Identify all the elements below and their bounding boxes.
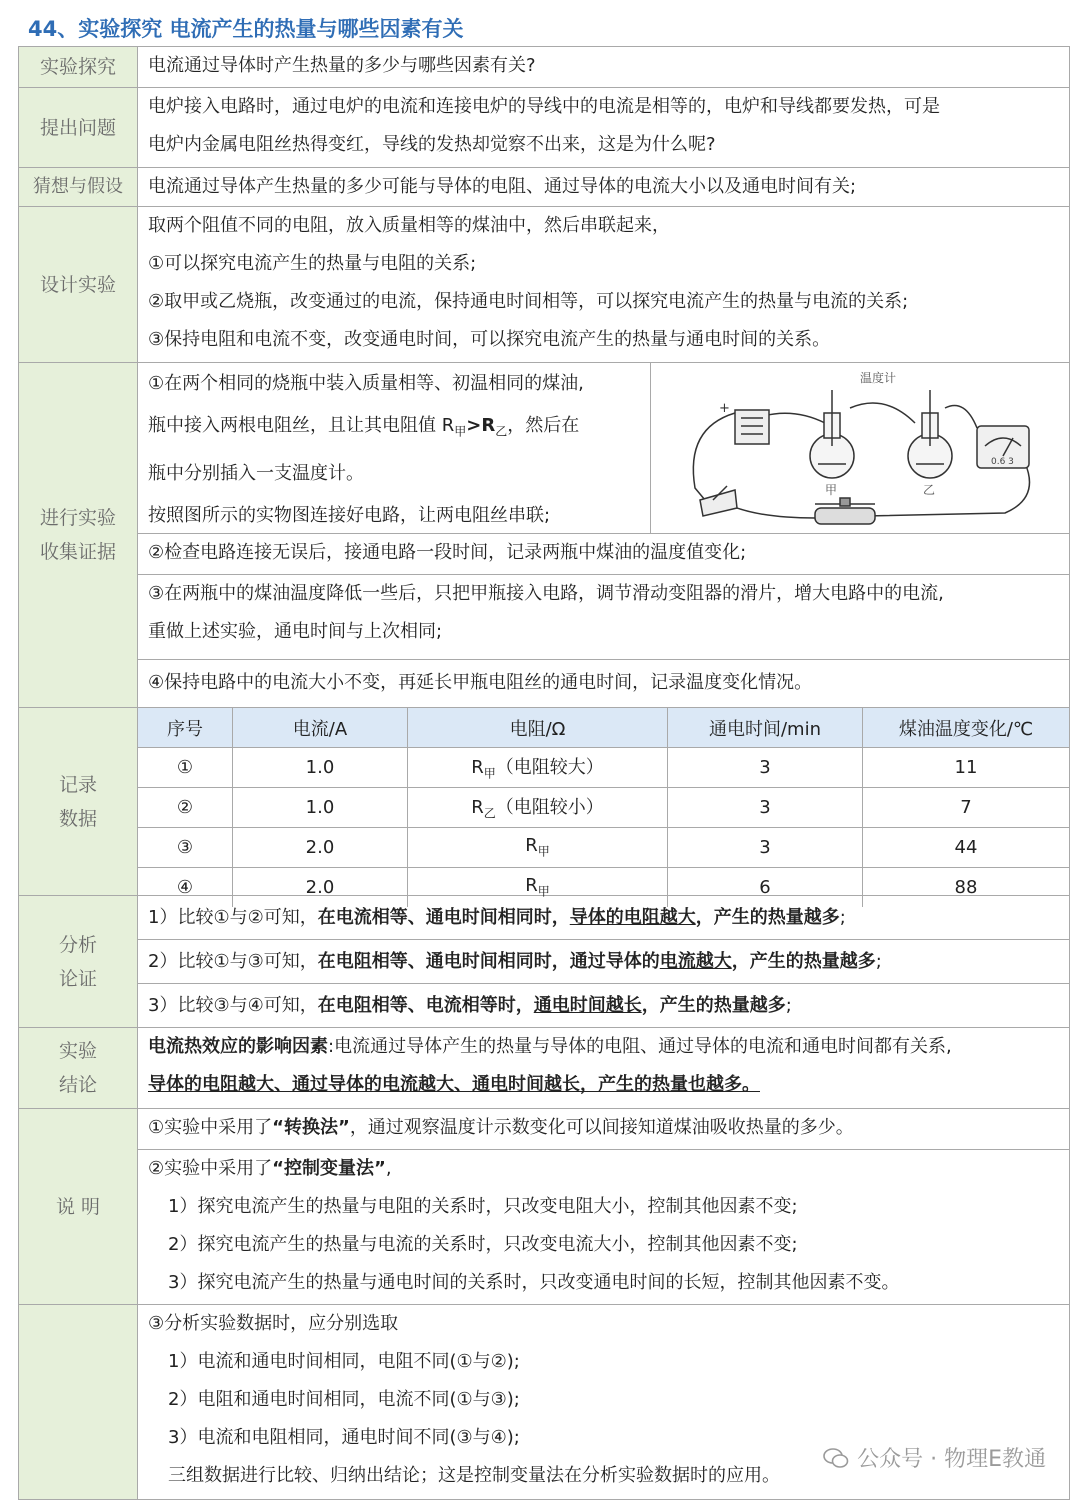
r-symbol: R <box>525 875 538 897</box>
circuit-figure <box>651 363 1069 533</box>
section-question <box>18 88 1070 168</box>
analysis-text: ; <box>875 951 882 972</box>
cell-resistance <box>408 828 668 868</box>
table-header-row <box>138 708 1069 748</box>
label-part: 实验 <box>58 1040 97 1062</box>
cell-current: 2.0 <box>233 828 408 868</box>
section-record <box>18 708 1070 899</box>
cell-no: ③ <box>138 828 233 868</box>
r-symbol: R <box>525 835 538 857</box>
column-header: 通电时间/min <box>668 708 863 748</box>
analysis-key: 电流越大 <box>659 951 732 972</box>
step-line <box>138 405 650 453</box>
analysis-bold: ，产生的热量越多 <box>641 995 786 1016</box>
subscript: 乙 <box>495 424 508 439</box>
section-label: 设计实验 <box>19 207 138 362</box>
note-item: 2）探究电流产生的热量与电流的关系时，只改变电流大小，控制其他因素不变; <box>168 1234 798 1255</box>
flask-b-label: 乙 <box>923 483 936 497</box>
r-note: （电阻较大） <box>495 757 604 779</box>
table-row <box>138 828 1069 868</box>
r-symbol: R <box>471 797 484 819</box>
table-row <box>138 788 1069 828</box>
analysis-text: 3）比较③与④可知， <box>148 995 318 1016</box>
conclusion-line <box>138 1028 1069 1066</box>
r-note: （电阻较小） <box>495 797 604 819</box>
note-text: , <box>385 1158 392 1179</box>
label-part: 分析 <box>58 933 97 956</box>
analysis-text: 1）比较①与②可知， <box>148 907 318 928</box>
question-line: 电炉接入电路时，通过电炉的电流和连接电炉的导线中的电流是相等的，电炉和导线都要发热，可是 <box>148 96 940 117</box>
conclusion-text: :电流通过导体产生的热量与导体的电阻、通过导体的电流和通电时间都有关系, <box>328 1036 952 1057</box>
circuit-diagram-icon <box>665 368 1055 528</box>
subscript: 乙 <box>483 806 496 821</box>
step-text: ，然后在 <box>507 415 580 436</box>
column-header: 序号 <box>138 708 233 748</box>
cell-time: 3 <box>668 788 863 828</box>
page-title: 44、实验探究 电流产生的热量与哪些因素有关 <box>28 17 464 41</box>
note-item: 1）电流和通电时间相同，电阻不同(①与②); <box>168 1351 520 1372</box>
thermometer-label: 温度计 <box>860 371 897 385</box>
column-header: 电流/A <box>233 708 408 748</box>
note-item: 3）电流和电阻相同，通电时间不同(③与④); <box>168 1427 520 1448</box>
analysis-bold: ，产生的热量越多 <box>695 907 840 928</box>
cell-temp: 7 <box>863 788 1070 828</box>
conclusion-key: 导体的电阻越大、通过导体的电流越大、通电时间越长，产生的热量也越多。 <box>148 1074 760 1095</box>
analysis-key: 导体的电阻越大 <box>569 907 696 928</box>
cell-time: 3 <box>668 748 863 788</box>
section-label: 提出问题 <box>19 88 138 167</box>
section-notes <box>18 1109 1070 1305</box>
analysis-bold: ，产生的热量越多 <box>731 951 876 972</box>
note-line <box>138 1109 1069 1147</box>
cell-temp: 44 <box>863 828 1070 868</box>
cell-resistance <box>408 788 668 828</box>
summary-table <box>18 46 1070 1500</box>
step-line: ③在两瓶中的煤油温度降低一些后，只把甲瓶接入电路，调节滑动变阻器的滑片，增大电路中的电流, <box>148 583 944 604</box>
section-label: 猜想与假设 <box>19 168 138 206</box>
section-label: 实验探究 <box>19 47 138 87</box>
note-item: 2）电阻和通电时间相同，电流不同(①与③); <box>168 1389 520 1410</box>
step-line: 按照图所示的实物图连接好电路，让两电阻丝串联; <box>148 504 551 526</box>
column-header: 电阻/Ω <box>408 708 668 748</box>
note-text: ①实验中采用了 <box>148 1117 273 1138</box>
analysis-key: 通电时间越长 <box>533 995 642 1016</box>
meter-reading: 0.6 3 <box>991 457 1014 467</box>
cell-current: 2.0 <box>233 868 408 908</box>
label-part: 收集证据 <box>39 541 116 563</box>
note-line: ③分析实验数据时，应分别选取 <box>148 1313 399 1334</box>
label-part: 论证 <box>58 967 97 990</box>
label-part: 数据 <box>58 807 97 830</box>
note-line: 三组数据进行比较、归纳出结论；这是控制变量法在分析实验数据时的应用。 <box>168 1465 780 1486</box>
cell-no: ② <box>138 788 233 828</box>
label-part: 结论 <box>58 1074 97 1096</box>
step-line: ④保持电路中的电流大小不变，再延长甲瓶电阻丝的通电时间，记录温度变化情况。 <box>148 672 813 693</box>
data-table <box>138 708 1069 907</box>
plus-sign: + <box>719 401 730 416</box>
note-item: 3）探究电流产生的热量与通电时间的关系时，只改变通电时间的长短，控制其他因素不变。 <box>168 1272 900 1293</box>
design-line: ③保持电阻和电流不变，改变通电时间，可以探究电流产生的热量与通电时间的关系。 <box>148 329 831 350</box>
section-hypothesis <box>18 168 1070 207</box>
section-analysis <box>18 896 1070 1028</box>
step-line: ②检查电路连接无误后，接通电路一段时间，记录两瓶中煤油的温度值变化; <box>148 542 747 563</box>
step-text: >R <box>466 415 496 436</box>
note-line <box>138 1150 1069 1188</box>
hypothesis-text: 电流通过导体产生热量的多少可能与导体的电阻、通过导体的电流大小以及通电时间有关; <box>148 176 857 197</box>
step-line: 瓶中分别插入一支温度计。 <box>148 462 364 484</box>
cell-time: 3 <box>668 828 863 868</box>
note-text: ，通过观察温度计示数变化可以间接知道煤油吸收热量的多少。 <box>349 1117 854 1138</box>
explore-text: 电流通过导体时产生热量的多少与哪些因素有关? <box>148 55 536 76</box>
subscript: 甲 <box>483 766 496 781</box>
note-item: 1）探究电流产生的热量与电阻的关系时，只改变电阻大小，控制其他因素不变; <box>168 1196 798 1217</box>
cell-current: 1.0 <box>233 748 408 788</box>
note-bold: “控制变量法” <box>272 1158 386 1179</box>
analysis-line <box>138 984 1069 1027</box>
section-experiment <box>18 363 1070 708</box>
analysis-line <box>138 940 1069 983</box>
cell-temp: 88 <box>863 868 1070 908</box>
column-header: 煤油温度变化/℃ <box>863 708 1070 748</box>
flask-a-label: 甲 <box>825 483 838 497</box>
analysis-bold: 在电流相等、通电时间相同时， <box>317 907 570 928</box>
section-explore <box>18 46 1070 88</box>
section-label <box>19 1028 138 1108</box>
question-line: 电炉内金属电阻丝热得变红，导线的发热却觉察不出来，这是为什么呢? <box>148 134 716 155</box>
cell-current: 1.0 <box>233 788 408 828</box>
analysis-bold: 在电阻相等、电流相等时， <box>317 995 534 1016</box>
r-symbol: R <box>471 757 484 779</box>
step-line: ①在两个相同的烧瓶中装入质量相等、初温相同的煤油, <box>148 373 584 394</box>
subscript: 甲 <box>537 884 550 899</box>
design-line: ①可以探究电流产生的热量与电阻的关系; <box>148 253 477 274</box>
cell-resistance <box>408 748 668 788</box>
step-line: 重做上述实验，通电时间与上次相同; <box>148 621 443 642</box>
wechat-icon <box>823 1447 849 1469</box>
analysis-bold: 在电阻相等、通电时间相同时，通过导体的 <box>317 951 660 972</box>
watermark <box>823 1442 1046 1473</box>
cell-no: ④ <box>138 868 233 908</box>
step-text: 瓶中接入两根电阻丝，且让其电阻值 R <box>148 415 455 436</box>
analysis-text: 2）比较①与③可知， <box>148 951 318 972</box>
experiment-step1 <box>138 363 1069 533</box>
watermark-text: 公众号 · 物理E教通 <box>857 1447 1046 1472</box>
note-text: ②实验中采用了 <box>148 1158 273 1179</box>
analysis-line <box>138 896 1069 939</box>
cell-temp: 11 <box>863 748 1070 788</box>
cell-time: 6 <box>668 868 863 908</box>
subscript: 甲 <box>537 844 550 859</box>
design-line: 取两个阻值不同的电阻，放入质量相等的煤油中，然后串联起来， <box>148 215 670 236</box>
label-part: 进行实验 <box>39 507 116 529</box>
label-part: 记录 <box>58 773 97 796</box>
table-row <box>138 748 1069 788</box>
subscript: 甲 <box>454 424 467 439</box>
note-bold: “转换法” <box>272 1117 350 1138</box>
section-label <box>19 708 138 895</box>
section-label-empty <box>19 1305 138 1499</box>
cell-no: ① <box>176 757 194 778</box>
section-label <box>19 363 138 707</box>
conclusion-line <box>138 1066 1069 1104</box>
section-label <box>19 896 138 1027</box>
analysis-text: ; <box>785 995 792 1016</box>
section-label: 说 明 <box>19 1109 138 1304</box>
design-line: ②取甲或乙烧瓶，改变通过的电流，保持通电时间相等，可以探究电流产生的热量与电流的关系; <box>148 291 909 312</box>
conclusion-bold: 电流热效应的影响因素 <box>148 1036 328 1057</box>
section-design <box>18 207 1070 363</box>
section-conclusion <box>18 1028 1070 1109</box>
analysis-text: ; <box>839 907 846 928</box>
